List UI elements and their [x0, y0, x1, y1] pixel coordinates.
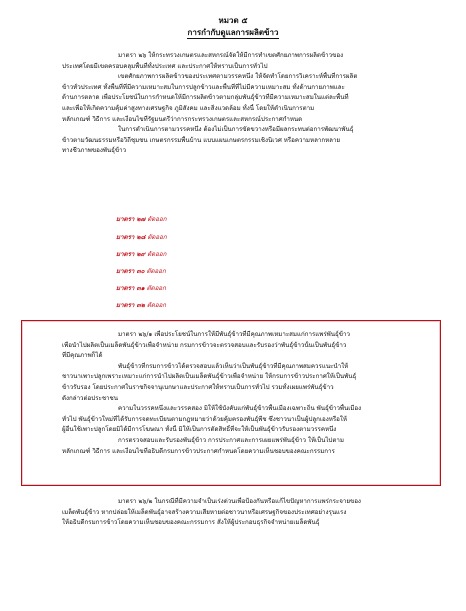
repealed-section-label: มาตรา ๓๒ [116, 302, 145, 309]
paragraph-line: ทางชีวภาพของพันธุ์ข้าว [62, 147, 127, 155]
section-26-1 [62, 330, 361, 457]
paragraph-line: ข้าวตามวัฒนธรรมหรือวิถีชุมชน เกษตรกรรมพื้นบ้าน แบบแผนเกษตรกรรมเชิงนิเวศ หรือความหลากหลาย [62, 136, 341, 144]
paragraph-line: มาตรา ๒๖ ให้กระทรวงเกษตรและสหกรณ์จัดให้มีการทำเขตศักยภาพการผลิตข้าวของ [118, 52, 344, 59]
paragraph-line: ที่มีคุณภาพก็ได้ [62, 352, 103, 360]
repealed-section [116, 233, 167, 243]
repealed-status: ตัดออก [147, 251, 167, 258]
repealed-section-label: มาตรา ๓๐ [116, 268, 145, 275]
paragraph-line: ชาวนาเพาะปลูกเพราะเหมาะแก่การนำไปผลิตเป็นเมล็ดพันธุ์ข้าวเพื่อจำหน่าย ให้กรมการข้าวประกาศให้เป็นพันธุ์ [62, 373, 357, 381]
repealed-section [116, 215, 166, 225]
repealed-section [116, 301, 166, 311]
paragraph-line: ดังกล่าวต่อประชาชน [62, 394, 118, 402]
repealed-section-label: มาตรา ๒๗ [116, 216, 146, 223]
paragraph-line: ความในวรรคหนึ่งและวรรคสอง มิให้ใช้บังคับแก่พันธุ์ข้าวพื้นเมืองเฉพาะถิ่น พันธุ์ข้าวพื้นเมือง [118, 405, 362, 413]
repealed-section [116, 267, 166, 277]
repealed-section-label: มาตรา ๓๑ [116, 285, 145, 292]
repealed-status: ตัดออก [147, 234, 167, 241]
paragraph-line: มาตรา ๒๖/๑ เพื่อประโยชน์ในการให้มีพันธุ์ข้าวที่มีคุณภาพเหมาะสมแก่การแพร่พันธุ์ข้าว [118, 331, 350, 338]
paragraph-line: ข้าวทั่วประเทศ ทั้งพื้นที่ที่มีความเหมาะสมในการปลูกข้าวและพื้นที่ที่ไม่มีความเหมาะสม ทั้งด้านกายภาพและ [62, 83, 345, 91]
paragraph-line: พันธุ์ข้าวที่กรมการข้าวได้ตรวจสอบแล้วเห็นว่าเป็นพันธุ์ข้าวที่มีคุณภาพสมควรแนะนำให้ [118, 362, 349, 370]
paragraph-line: ผู้อื่นใช้เพาะปลูกโดยมิได้มีการโฆษณา ทั้งนี้ มิให้เป็นการตัดสิทธิ์ที่จะให้เป็นพันธุ์ข้าวรับรองตามวรรคหนึ่ง [62, 426, 337, 434]
section-26 [62, 51, 357, 157]
repealed-section [116, 284, 166, 294]
paragraph-line: ในการดำเนินการตามวรรคหนึ่ง ต้องไม่เป็นการขัดขวางหรือมีผลกระทบต่อการพัฒนาพันธุ์ [118, 126, 354, 134]
repealed-section [116, 250, 166, 260]
repealed-status: ตัดออก [146, 268, 166, 275]
chapter-title [0, 27, 466, 38]
repealed-status: ตัดออก [146, 285, 166, 292]
chapter-heading: หมวด ๕ [218, 16, 248, 25]
paragraph-line: เขตศักยภาพการผลิตข้าวของประเทศตามวรรคหนึ่ง ให้จัดทำโดยการวิเคราะห์พื้นที่การผลิต [118, 73, 358, 81]
paragraph-line: มาตรา ๒๖/๒ ในกรณีที่มีความจำเป็นเร่งด่วนเพื่อป้องกันหรือแก้ไขปัญหาการแพร่กระจายของ [118, 498, 361, 505]
paragraph-line: เพื่อนำไปผลิตเป็นเมล็ดพันธุ์ข้าวเพื่อจำหน่าย กรมการข้าวจะตรวจสอบและรับรองว่าพันธุ์ข้าวนั้นเป็นพันธุ์ข้าว [62, 341, 347, 349]
paragraph-line: หลักเกณฑ์ วิธีการ และเงื่อนไขที่อธิบดีกรมการข้าวประกาศกำหนดโดยความเห็นชอบของคณะกรรมการ [62, 447, 335, 455]
paragraph-line: ให้อธิบดีกรมการข้าวโดยความเห็นชอบของคณะกรรมการ สั่งให้ผู้ประกอบธุรกิจจำหน่ายเมล็ดพันธุ์ [62, 519, 320, 527]
paragraph-line: เมล็ดพันธุ์ข้าว หากปล่อยให้เมล็ดพันธุ์อาจสร้างความเสียหายต่อชาวนาหรือเศรษฐกิจของประเทศอย่างรุนแรง [62, 508, 347, 516]
repealed-section-label: มาตรา ๒๘ [116, 234, 146, 241]
paragraph-line: ประเทศโดยมีเขตครอบคลุมพื้นที่ทั้งประเทศ และประกาศให้ทราบเป็นการทั่วไป [62, 62, 268, 70]
repealed-status: ตัดออก [146, 302, 167, 309]
paragraph-line: ข้าวรับรอง โดยประกาศในราชกิจจานุเบกษาและประกาศให้ทราบเป็นการทั่วไป รวมทั้งเผยแพร่พันธุ์ข้าว [62, 383, 334, 391]
paragraph-line: ด้านการตลาด เพื่อประโยชน์ในการกำหนดให้มีการผลิตข้าวตามกลุ่มพันธุ์ข้าวที่มีความเหมาะสมในแต่ละพื้นที่ [62, 94, 349, 102]
paragraph-line: หลักเกณฑ์ วิธีการ และเงื่อนไขที่รัฐมนตรีว่าการกระทรวงเกษตรและสหกรณ์ประกาศกำหนด [62, 115, 303, 123]
chapter-title-text: การกำกับดูแลการผลิตข้าว [187, 28, 279, 37]
paragraph-line: การตรวจสอบและรับรองพันธุ์ข้าว การประกาศและการเผยแพร่พันธุ์ข้าว ให้เป็นไปตาม [118, 436, 344, 444]
paragraph-line: ทั่วไป พันธุ์ข้าวใหม่ที่ได้รับการจดทะเบียนตามกฎหมายว่าด้วยคุ้มครองพันธุ์พืช ซึ่งชาวนาเป็นผู้ปลูกเองหรือให้ [62, 415, 347, 423]
repealed-status: ตัดออก [147, 216, 167, 223]
repealed-section-label: มาตรา ๒๙ [116, 251, 146, 258]
paragraph-line: และเพื่อให้เกิดความคุ้มค่าสูงทางเศรษฐกิจ ภูมิสังคม และสิ่งแวดล้อม ทั้งนี้ โดยให้ดำเนินการตาม [62, 104, 315, 112]
section-26-2 [62, 497, 361, 529]
